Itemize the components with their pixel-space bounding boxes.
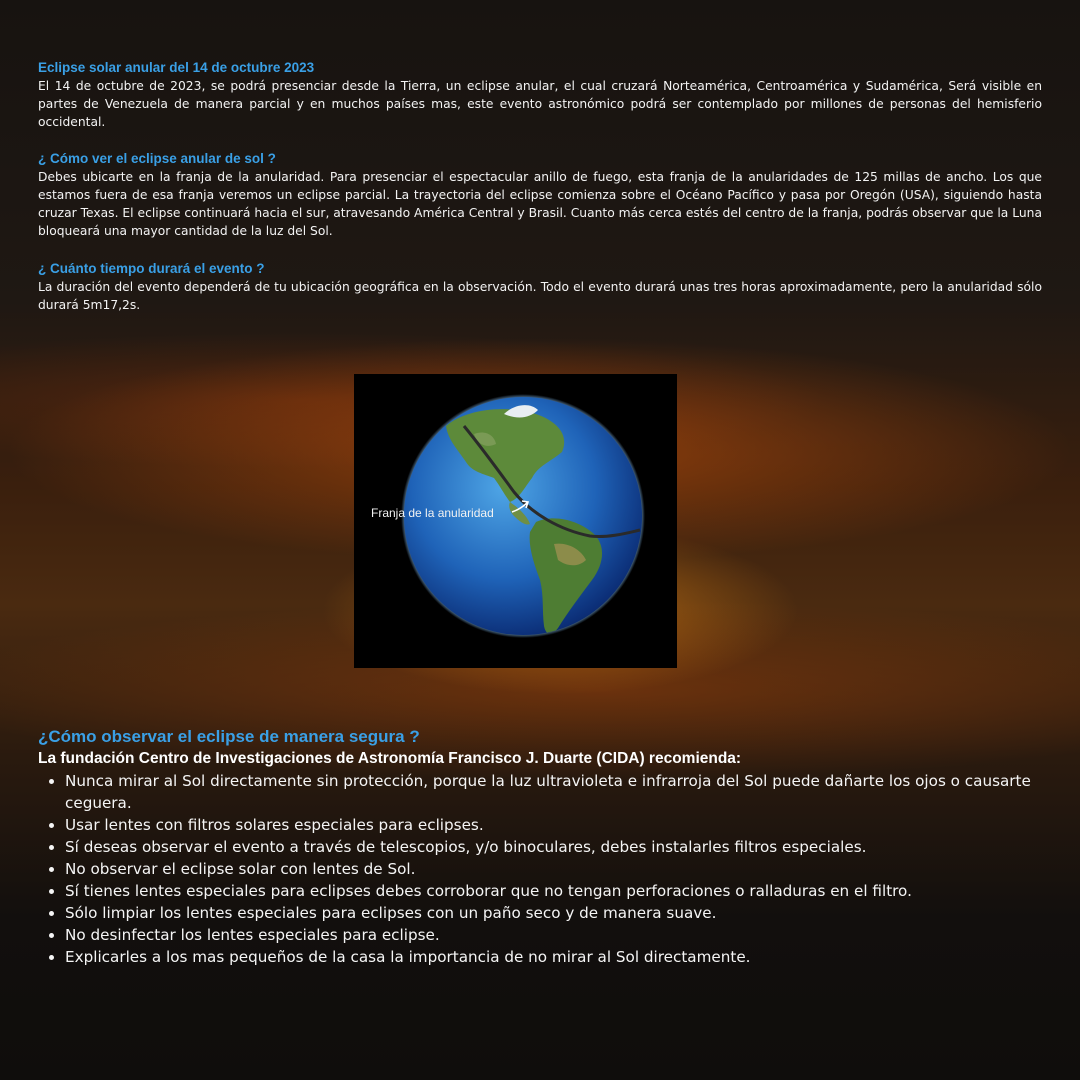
how-to-see-heading: ¿ Cómo ver el eclipse anular de sol ? <box>38 151 276 166</box>
list-item: • No desinfectar los lentes especiales para eclipse. <box>65 924 1042 946</box>
globe-illustration <box>354 374 677 668</box>
how-to-see-paragraph: Debes ubicarte en la franja de la anularidad. Para presenciar el espectacular anillo de fuego, esta franja de la anularidades de 125 millas de ancho. Los que estamos fuera de esa franja veremos un eclipse parcial. La trayectoria del eclipse comienza sobre el Océano Pacífico y pasa por Oregón (USA), siguiendo hasta cruzar Texas. El eclipse continuará hacia el sur, atravesando América Central y Brasil. Cuanto más cerca estés del centro de la franja, podrás observar que la Luna bloqueará una mayor cantidad de la luz del Sol. <box>38 170 1042 238</box>
list-item: • Sí deseas observar el evento a través de telescopios, y/o binoculares, debes instalarles filtros especiales. <box>65 836 1042 858</box>
safety-subheading: La fundación Centro de Investigaciones de Astronomía Francisco J. Duarte (CIDA) recomienda: <box>38 750 742 767</box>
list-item: • Sólo limpiar los lentes especiales para eclipses con un paño seco y de manera suave. <box>65 902 1042 924</box>
intro-paragraph: El 14 de octubre de 2023, se podrá presenciar desde la Tierra, un eclipse anular, el cual cruzará Norteamérica, Centroamérica y Sudamérica, Será visible en partes de Venezuela de manera parcial y en muchos países mas, este evento astronómico podrá ser contemplado por millones de personas del hemisferio occidental. <box>38 79 1042 129</box>
annularity-label: Franja de la anularidad <box>371 506 494 520</box>
safety-section <box>38 726 1042 968</box>
list-item: • Explicarles a los mas pequeños de la casa la importancia de no mirar al Sol directamente. <box>65 946 1042 968</box>
list-item: • No observar el eclipse solar con lentes de Sol. <box>65 858 1042 880</box>
intro-section <box>38 59 1042 131</box>
duration-heading: ¿ Cuánto tiempo durará el evento ? <box>38 261 265 276</box>
safety-heading: ¿Cómo observar el eclipse de manera segura ? <box>38 727 420 746</box>
list-item: • Nunca mirar al Sol directamente sin protección, porque la luz ultravioleta e infrarroja del Sol puede dañarte los ojos o causarte ceguera. <box>65 770 1042 814</box>
safety-tips-list <box>38 770 1042 968</box>
duration-paragraph: La duración del evento dependerá de tu ubicación geográfica en la observación. Todo el evento durará unas tres horas aproximadamente, pero la anularidad sólo durará 5m17,2s. <box>38 280 1042 312</box>
list-item: • Sí tienes lentes especiales para eclipses debes corroborar que no tengan perforaciones o ralladuras en el filtro. <box>65 880 1042 902</box>
intro-heading: Eclipse solar anular del 14 de octubre 2023 <box>38 60 315 75</box>
how-to-see-section <box>38 150 1042 240</box>
duration-section <box>38 260 1042 314</box>
globe-image <box>354 374 677 668</box>
list-item: • Usar lentes con filtros solares especiales para eclipses. <box>65 814 1042 836</box>
